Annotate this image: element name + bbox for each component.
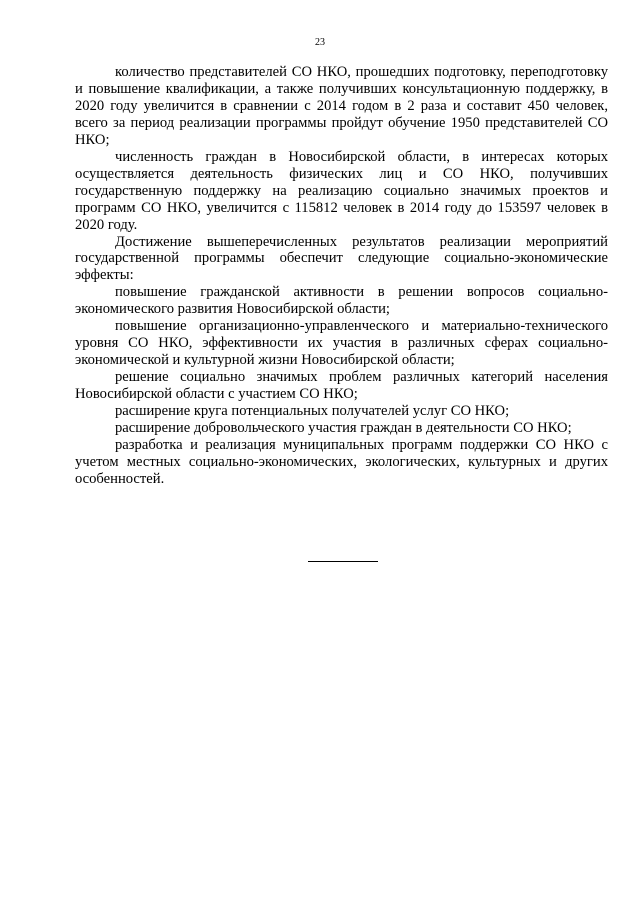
page-number: 23 [315,37,325,48]
paragraph-citizens-count: численность граждан в Новосибирской области, в интересах которых осуществляется деятельность физических лиц и СО НКО, получивших государственную поддержку на реализацию социально значимых проектов и программ СО НКО, увеличится с 115812 человек в 2014 году до 153597 человек в 2020 году. [75,148,608,233]
paragraph-volunteer-participation: расширение добровольческого участия граждан в деятельности СО НКО; [115,420,572,437]
end-divider-line [308,561,378,562]
paragraph-trained-representatives: количество представителей СО НКО, прошедших подготовку, переподготовку и повышение квалификации, а также получивших консультационную поддержку, в 2020 году увеличится в сравнении с 2014 годом в 2 раза и составит 450 человек, всего за период реализации программы пройдут обучение 1950 представителей СО НКО; [75,64,608,148]
paragraph-effects-intro: Достижение вышеперечисленных результатов реализации мероприятий государственной программы обеспечит следующие социально-экономические эффекты: [75,233,608,284]
paragraph-organizational-level: повышение организационно-управленческого и материально-технического уровня СО НКО, эффективности их участия в различных сферах социально-экономической и культурной жизни Новосибирской области; [75,318,608,369]
paragraph-service-recipients: расширение круга потенциальных получателей услуг СО НКО; [115,403,510,420]
paragraph-civic-activity: повышение гражданской активности в решении вопросов социально-экономического развития Новосибирской области; [75,284,608,318]
paragraph-social-problems: решение социально значимых проблем различных категорий населения Новосибирской области с участием СО НКО; [75,369,608,403]
document-body [75,64,608,488]
paragraph-municipal-programs: разработка и реализация муниципальных программ поддержки СО НКО с учетом местных социально-экономических, экологических, культурных и других особенностей. [75,436,608,487]
